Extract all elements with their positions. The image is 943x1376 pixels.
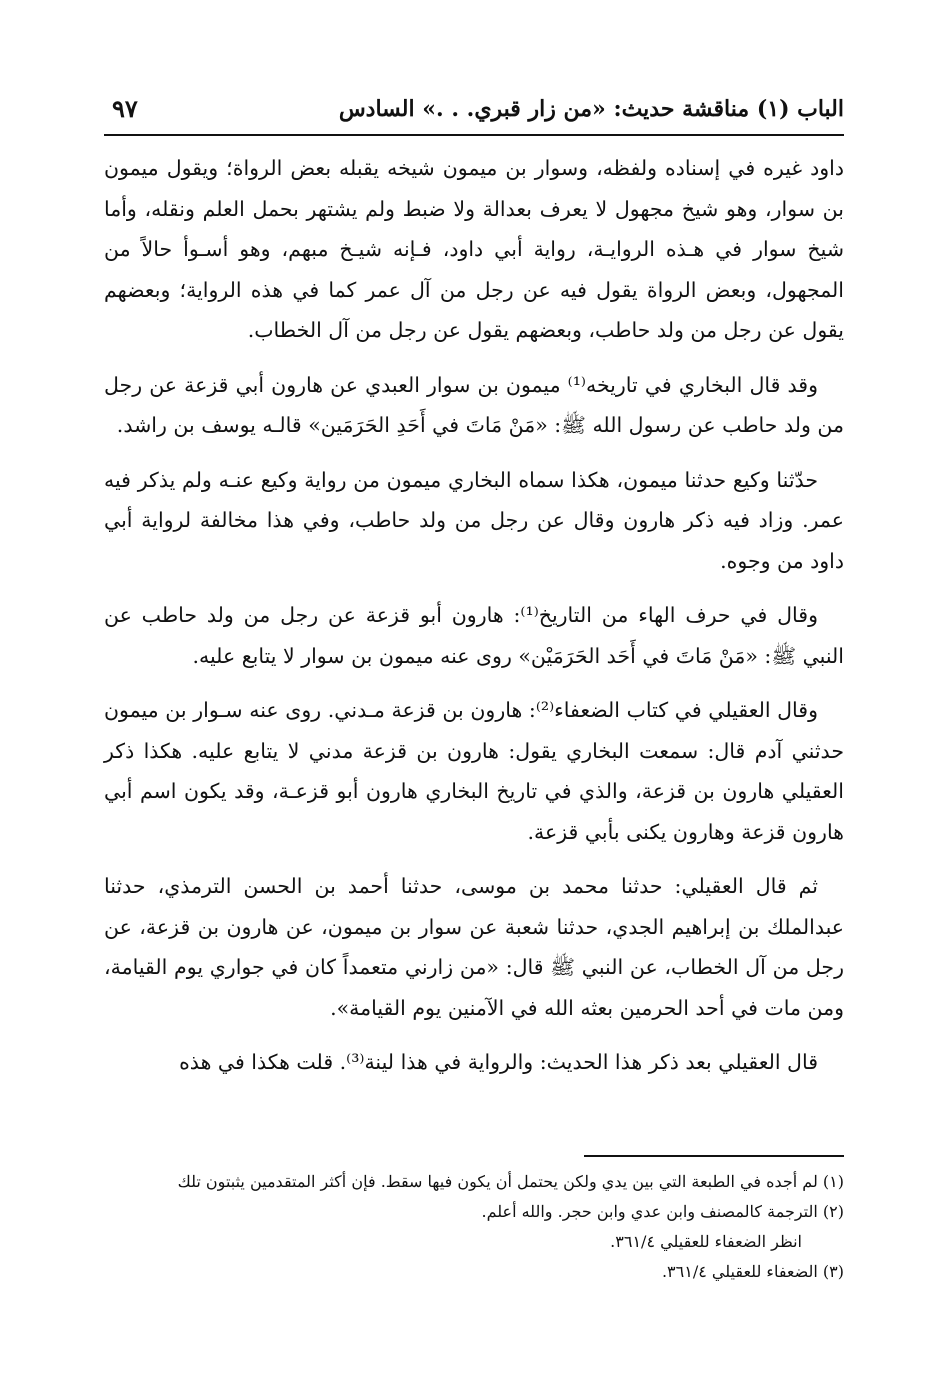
footnote-1: (١) لم أجده في الطبعة التي بين يدي ولكن يحتمل أن يكون فيها سقط. فإن أكثر المتقدمين يثبتون تلك <box>177 1171 844 1191</box>
page-header <box>104 90 844 132</box>
footnote-2: (٢) الترجمة كالمصنف وابن عدي وابن حجر. والله أعلم. <box>481 1201 844 1221</box>
paragraph: ثم قال العقيلي: حدثنا محمد بن موسى، حدثنا أحمد بن الحسن الترمذي، حدثنا عبدالملك بن إبراهيم الجدي، حدثنا شعبة عن سوار بن ميمون، عن هارون بن قزعة، عن رجل من آل الخطاب، عن النبي ﷺ قال: «من زارني متعمداً كان في جواري يوم القيامة، ومن مات في أحد الحرمين بعثه الله في الآمنين يوم القيامة». <box>104 874 844 1020</box>
header-rule <box>104 134 844 136</box>
footnote-3: (٣) الضعفاء للعقيلي ٣٦١/٤. <box>661 1261 844 1281</box>
body-text <box>104 132 844 1083</box>
paragraph: وقال في حرف الهاء من التاريخ⁽¹⁾: هارون أبو قزعة عن رجل من ولد حاطب عن النبي ﷺ: «مَنْ مَاتَ في أَحَد الحَرَمَيْن» روى عنه ميمون بن سوار لا يتابع عليه. <box>104 603 844 668</box>
book-page <box>104 90 844 1287</box>
page-number: ٩٧ <box>112 94 138 123</box>
footnotes <box>104 1167 844 1287</box>
paragraph: داود غيره في إسناده ولفظه، وسوار بن ميمون شيخه يقبله بعض الرواة؛ ويقول ميمون بن سوار، وهو شيخ مجهول لا يعرف بعدالة ولا ضبط ولم يشتهر بحمل العلم ونقله، وأما شيخ سوار في هـذه الروايـة، رواية أبي داود، فـإنه شيـخ مبهم، وهو أسـوأ حالاً من المجهول، وبعض الرواة يقول فيه عن رجل من آل عمر كما في هذه الرواية؛ وبعضهم يقول عن رجل من ولد حاطب، وبعضهم يقول عن رجل من آل الخطاب. <box>104 156 844 342</box>
paragraph: وقال العقيلي في كتاب الضعفاء⁽²⁾: هارون بن قزعة مـدني. روى عنه سـوار بن ميمون حدثني آدم قال: سمعت البخاري يقول: هارون بن قزعة مدني لا يتابع عليه. هكذا ذكر العقيلي هارون بن قزعة، والذي في تاريخ البخاري هارون أبو قزعـة، وقد يكون اسم أبي هارون قزعة وهارون يكنى بأبي قزعة. <box>104 698 844 844</box>
paragraph: حدّثنا وكيع حدثنا ميمون، هكذا سماه البخاري ميمون من رواية وكيع عنـه ولم يذكر فيه عمر. وزاد فيه ذكر هارون وقال عن رجل من ولد حاطب، وفي هذا مخالفة لرواية أبي داود من وجوه. <box>104 467 844 573</box>
paragraph: قال العقيلي بعد ذكر هذا الحديث: والرواية في هذا لينة⁽³⁾. قلت هكذا في هذه <box>179 1050 818 1074</box>
footnote-separator <box>584 1155 844 1157</box>
paragraph: وقد قال البخاري في تاريخه⁽¹⁾ ميمون بن سوار العبدي عن هارون أبي قزعة عن رجل من ولد حاطب عن رسول الله ﷺ: «مَنْ مَاتَ في أَحَدِ الحَرَمَين» قالـه يوسف بن راشد. <box>104 372 844 437</box>
footnote-2-continued: انظر الضعفاء للعقيلي ٣٦١/٤. <box>610 1231 802 1251</box>
running-title: الباب (١) مناقشة حديث: «من زار قبري. . .» السادس <box>338 96 844 122</box>
footnote-separator-wrap <box>104 1097 844 1167</box>
